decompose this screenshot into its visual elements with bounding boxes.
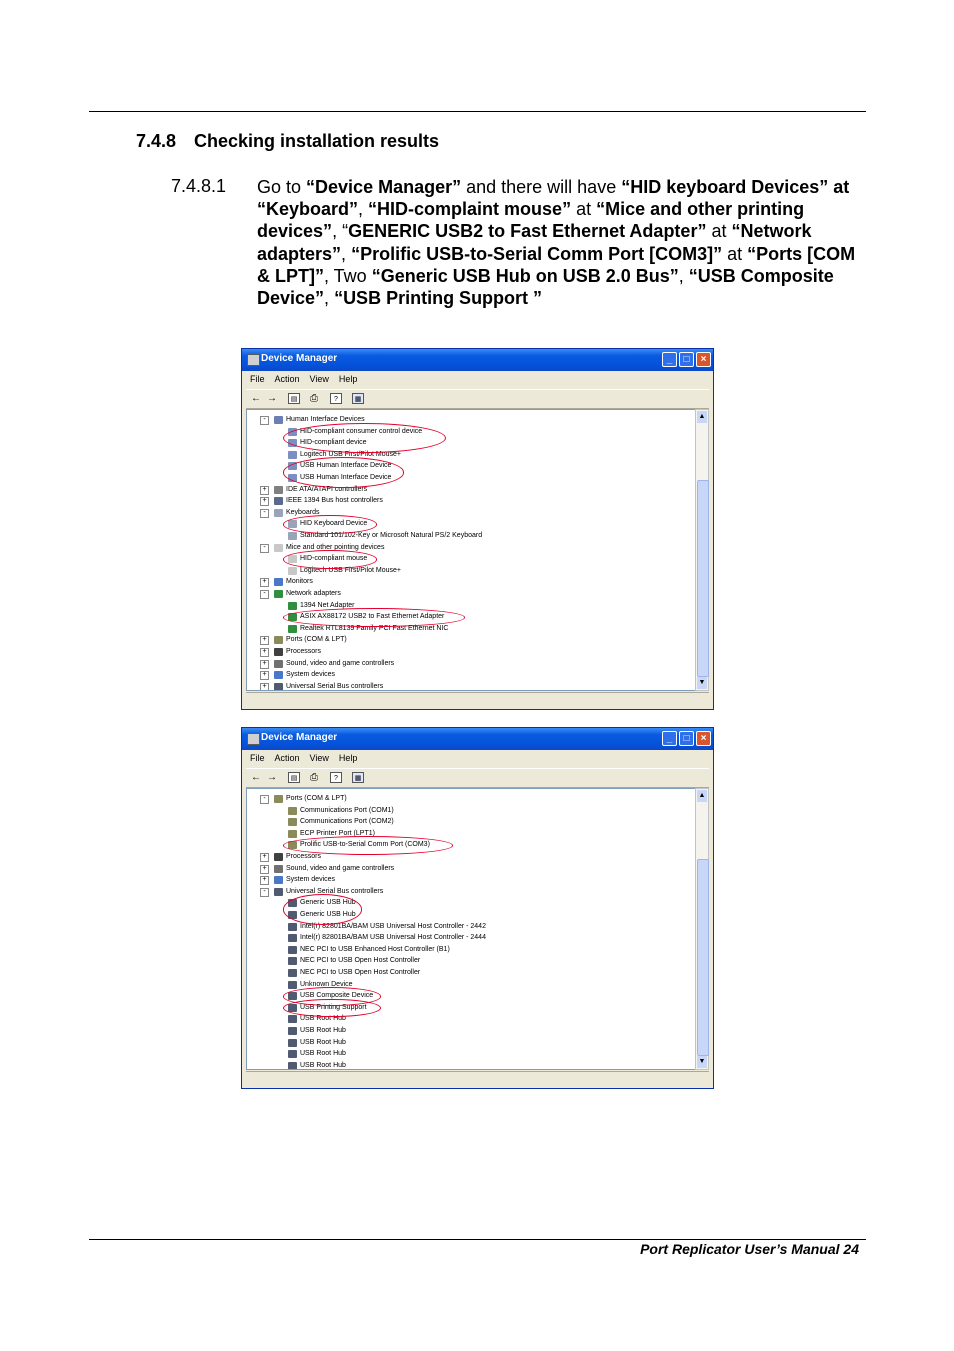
- step-text-segment: ,: [341, 243, 352, 264]
- device-icon: [288, 462, 297, 470]
- status-bar: [246, 1071, 709, 1086]
- section-title: Checking installation results: [194, 131, 440, 151]
- tree-item-label: Sound, video and game controllers: [286, 864, 395, 872]
- menu-item[interactable]: Action: [274, 753, 300, 763]
- help-icon[interactable]: ?: [330, 772, 342, 783]
- device-icon: [288, 830, 297, 838]
- device-icon: [274, 876, 283, 884]
- tree-item[interactable]: [247, 1025, 687, 1037]
- step-text-segment: at: [571, 199, 597, 220]
- menu-item[interactable]: File: [250, 374, 265, 384]
- tree-item-label: Intel(r) 82801BA/BAM USB Universal Host Controller - 2444: [300, 934, 486, 942]
- tree-item-label: USB Printing Support: [300, 1003, 367, 1011]
- tree-expander-icon[interactable]: +: [260, 660, 269, 669]
- tree-expander-icon[interactable]: +: [260, 671, 269, 680]
- tree-item-label: Communications Port (COM2): [300, 818, 394, 826]
- tree-item-label: Monitors: [286, 578, 313, 586]
- device-icon: [288, 532, 297, 540]
- step-text-segment: “HID-complaint mouse”: [368, 199, 572, 220]
- step-text-segment: “USB Printing Support ”: [334, 288, 543, 309]
- device-icon: [274, 590, 283, 598]
- vertical-scrollbar[interactable]: [695, 409, 709, 691]
- tree-item[interactable]: [247, 793, 687, 805]
- tree-item[interactable]: [247, 449, 687, 461]
- scan-hardware-icon[interactable]: ▦: [352, 772, 364, 783]
- print-icon[interactable]: ⎙: [310, 393, 318, 404]
- tree-item-label: Standard 101/102-Key or Microsoft Natural PS/2 Keyboard: [300, 532, 483, 539]
- device-icon: [274, 486, 283, 494]
- device-icon: [288, 451, 297, 459]
- status-bar: [246, 692, 709, 707]
- scroll-down-icon[interactable]: ▼: [697, 677, 707, 689]
- tree-item[interactable]: [247, 565, 687, 577]
- step-text-segment: Go to: [257, 177, 307, 197]
- tree-item-label: Logitech USB First/Pilot Mouse+: [300, 566, 401, 574]
- vertical-scrollbar[interactable]: [695, 788, 709, 1070]
- device-icon: [274, 671, 283, 679]
- tree-expander-icon[interactable]: -: [260, 795, 269, 804]
- step-text-segment: at: [706, 221, 732, 242]
- tree-item-label: Universal Serial Bus controllers: [286, 682, 384, 690]
- device-icon: [288, 439, 297, 447]
- tree-item-label: 1394 Net Adapter: [300, 601, 355, 609]
- tree-item-label: System devices: [286, 876, 336, 884]
- print-icon[interactable]: ⎙: [310, 772, 318, 783]
- tree-expander-icon[interactable]: +: [260, 865, 269, 874]
- step-text-segment: ,: [358, 199, 369, 220]
- menu-item[interactable]: Help: [338, 753, 358, 763]
- device-icon: [274, 497, 283, 505]
- device-icon: [274, 888, 283, 896]
- tree-item-label: Unknown Device: [300, 980, 353, 988]
- device-icon: [288, 625, 297, 633]
- device-icon: [288, 841, 297, 849]
- tree-item-label: Realtek RTL8139 Family PCI Fast Ethernet NIC: [300, 624, 449, 632]
- tree-item-label: HID-compliant consumer control device: [300, 427, 423, 435]
- back-arrow-icon[interactable]: ←: [251, 393, 261, 404]
- tree-expander-icon[interactable]: +: [260, 578, 269, 587]
- window-title: Device Manager: [261, 732, 338, 743]
- tree-item[interactable]: [247, 979, 687, 991]
- tree-item[interactable]: [247, 658, 687, 670]
- properties-icon[interactable]: ▤: [288, 772, 300, 783]
- device-icon: [288, 1039, 297, 1047]
- tree-item-label: USB Human Interface Device: [300, 474, 392, 481]
- device-icon: [288, 923, 297, 931]
- tree-item[interactable]: [247, 839, 687, 851]
- tree-item[interactable]: [247, 472, 687, 484]
- device-icon: [274, 865, 283, 873]
- tree-item[interactable]: [247, 967, 687, 979]
- device-icon: [274, 660, 283, 668]
- device-icon: [274, 544, 283, 552]
- device-icon: [274, 636, 283, 644]
- step-text-segment: , “: [332, 221, 349, 242]
- menu-bar: [246, 373, 709, 388]
- device-icon: [288, 981, 297, 989]
- tree-item[interactable]: [247, 816, 687, 828]
- tree-item-label: NEC PCI to USB Enhanced Host Controller (B1): [300, 945, 450, 953]
- help-icon[interactable]: ?: [330, 393, 342, 404]
- tree-item-label: USB Root Hub: [300, 1015, 346, 1023]
- tree-item-label: Generic USB Hub: [300, 899, 356, 907]
- tree-item[interactable]: [247, 611, 687, 623]
- menu-item[interactable]: File: [250, 753, 265, 763]
- tree-item-label: Network adapters: [286, 590, 341, 597]
- tree-item-label: Keyboards: [286, 508, 320, 516]
- device-icon: [288, 567, 297, 575]
- menu-item[interactable]: View: [309, 753, 329, 763]
- tree-item[interactable]: [247, 437, 687, 449]
- tree-item[interactable]: [247, 955, 687, 967]
- device-icon: [288, 969, 297, 977]
- tree-expander-icon[interactable]: -: [260, 416, 269, 425]
- tree-item[interactable]: [247, 1060, 687, 1070]
- tree-item-label: Processors: [286, 648, 322, 655]
- tree-item-label: USB Human Interface Device: [300, 462, 392, 470]
- device-icon: [288, 807, 297, 815]
- step-text-segment: “HID keyboard Devices” at “Keyboard”: [257, 177, 850, 220]
- device-icon: [274, 648, 283, 656]
- tree-item[interactable]: [247, 634, 687, 646]
- tree-item[interactable]: [247, 990, 687, 1002]
- properties-icon[interactable]: ▤: [288, 393, 300, 404]
- tree-item[interactable]: [247, 863, 687, 875]
- section-heading: [136, 131, 439, 152]
- tree-item-label: System devices: [286, 671, 336, 679]
- step-text-segment: “Ports [COM & LPT]”: [257, 243, 856, 286]
- tree-expander-icon[interactable]: +: [260, 486, 269, 495]
- tree-item[interactable]: [247, 426, 687, 438]
- device-icon: [288, 474, 297, 482]
- tree-item[interactable]: [247, 495, 687, 507]
- tree-item-label: USB Root Hub: [300, 1061, 346, 1069]
- tree-expander-icon[interactable]: +: [260, 876, 269, 885]
- scroll-thumb[interactable]: [697, 480, 709, 677]
- device-icon: [288, 818, 297, 826]
- tree-item-label: HID-compliant mouse: [300, 555, 368, 563]
- scroll-up-icon[interactable]: ▲: [697, 411, 707, 423]
- tree-item-label: Logitech USB First/Pilot Mouse+: [300, 450, 401, 458]
- step-text-segment: “Generic USB Hub on USB 2.0 Bus”: [371, 265, 679, 286]
- tree-item[interactable]: [247, 897, 687, 909]
- tree-item[interactable]: [247, 600, 687, 612]
- scan-hardware-icon[interactable]: ▦: [352, 393, 364, 404]
- tree-item-label: Communications Port (COM1): [300, 806, 394, 814]
- tree-item-label: ECP Printer Port (LPT1): [300, 829, 375, 837]
- step-text-segment: “USB Composite Device”: [257, 265, 834, 309]
- tree-item-label: HID Keyboard Device: [300, 520, 368, 528]
- close-button[interactable]: ×: [696, 352, 711, 367]
- page-footer: Port Replicator User’s Manual 24: [640, 1241, 859, 1257]
- device-icon: [288, 1004, 297, 1012]
- tree-item[interactable]: [247, 460, 687, 472]
- step-text-segment: ,: [324, 288, 335, 309]
- tree-item[interactable]: [247, 518, 687, 530]
- device-icon: [288, 613, 297, 621]
- device-icon: [288, 957, 297, 965]
- tree-item-label: Generic USB Hub: [300, 911, 356, 918]
- device-icon: [274, 853, 283, 861]
- step-text-segment: “Device Manager”: [306, 177, 462, 197]
- tree-item-label: Universal Serial Bus controllers: [286, 887, 384, 895]
- device-icon: [274, 416, 283, 424]
- step-text-segment: ,: [678, 265, 689, 286]
- tree-item[interactable]: [247, 484, 687, 496]
- computer-icon: [247, 733, 260, 745]
- device-icon: [288, 428, 297, 436]
- step-text-segment: , Two: [324, 265, 372, 286]
- tree-item-label: Intel(r) 82801BA/BAM USB Universal Host Controller - 2442: [300, 922, 486, 930]
- tree-item-label: USB Root Hub: [300, 1038, 346, 1046]
- device-icon: [288, 602, 297, 610]
- tree-item[interactable]: [247, 646, 687, 658]
- tree-item-label: USB Root Hub: [300, 1050, 346, 1058]
- menu-item[interactable]: View: [309, 374, 329, 384]
- step-text-segment: at: [722, 243, 748, 264]
- toolbar: [246, 389, 709, 409]
- tree-item[interactable]: [247, 1037, 687, 1049]
- tree-expander-icon[interactable]: +: [260, 497, 269, 506]
- device-icon: [274, 509, 283, 517]
- forward-arrow-icon[interactable]: →: [267, 772, 277, 783]
- tree-item-label: USB Composite Device: [300, 992, 374, 1000]
- tree-expander-icon[interactable]: +: [260, 683, 269, 691]
- tree-expander-icon[interactable]: +: [260, 853, 269, 862]
- menu-bar: [246, 752, 709, 767]
- device-icon: [288, 555, 297, 563]
- tree-item-label: Prolific USB-to-Serial Comm Port (COM3): [300, 841, 430, 849]
- tree-item[interactable]: [247, 681, 687, 691]
- window-title: Device Manager: [261, 353, 338, 364]
- device-tree: [246, 788, 698, 1070]
- device-icon: [274, 795, 283, 803]
- tree-item-label: HID-compliant device: [300, 439, 367, 447]
- device-icon: [274, 683, 283, 691]
- tree-expander-icon[interactable]: -: [260, 888, 269, 897]
- tree-item[interactable]: [247, 669, 687, 681]
- tree-item-label: Sound, video and game controllers: [286, 659, 395, 667]
- tree-item-label: Mice and other pointing devices: [286, 543, 385, 551]
- tree-item[interactable]: [247, 576, 687, 588]
- device-icon: [288, 1015, 297, 1023]
- tree-item[interactable]: [247, 530, 687, 542]
- tree-item-label: Ports (COM & LPT): [286, 636, 347, 644]
- tree-item[interactable]: [247, 932, 687, 944]
- tree-item[interactable]: [247, 874, 687, 886]
- tree-expander-icon[interactable]: +: [260, 648, 269, 657]
- tree-expander-icon[interactable]: -: [260, 544, 269, 553]
- tree-item[interactable]: [247, 623, 687, 635]
- step-text-segment: “Mice and other printing devices”: [257, 199, 805, 242]
- window-titlebar[interactable]: [242, 728, 713, 750]
- menu-item[interactable]: Help: [338, 374, 358, 384]
- tree-item[interactable]: [247, 507, 687, 519]
- tree-item[interactable]: [247, 851, 687, 863]
- tree-item-label: USB Root Hub: [300, 1027, 346, 1034]
- tree-item[interactable]: [247, 542, 687, 554]
- device-icon: [288, 992, 297, 1000]
- scroll-up-icon[interactable]: ▲: [697, 790, 707, 802]
- tree-expander-icon[interactable]: +: [260, 636, 269, 645]
- tree-item-label: IEEE 1394 Bus host controllers: [286, 497, 383, 505]
- window-titlebar[interactable]: [242, 349, 713, 371]
- tree-item[interactable]: [247, 921, 687, 933]
- tree-item-label: Ports (COM & LPT): [286, 795, 347, 802]
- tree-item-label: NEC PCI to USB Open Host Controller: [300, 957, 421, 965]
- device-manager-window-2: [241, 727, 714, 1089]
- menu-item[interactable]: Action: [274, 374, 300, 384]
- tree-item[interactable]: [247, 886, 687, 898]
- device-icon: [288, 911, 297, 919]
- tree-item[interactable]: [247, 1048, 687, 1060]
- footer-rule: [89, 1239, 866, 1240]
- step-text-segment: GENERIC USB2 to Fast Ethernet Adapter”: [348, 221, 707, 242]
- minimize-button[interactable]: _: [662, 352, 677, 367]
- device-icon: [288, 899, 297, 907]
- tree-item[interactable]: [247, 1013, 687, 1025]
- computer-icon: [247, 354, 260, 366]
- device-icon: [288, 1062, 297, 1070]
- device-icon: [288, 1050, 297, 1058]
- step-text-segment: “Prolific USB-to-Serial Comm Port [COM3]”: [351, 243, 723, 264]
- header-rule: [89, 111, 866, 112]
- step-text-segment: “Network adapters”: [257, 221, 812, 264]
- step-text-segment: and there will have: [461, 177, 622, 197]
- device-icon: [288, 934, 297, 942]
- tree-item[interactable]: [247, 553, 687, 565]
- tree-item-label: Human Interface Devices: [286, 416, 365, 423]
- tree-item-label: Processors: [286, 853, 322, 860]
- minimize-button[interactable]: _: [662, 731, 677, 746]
- toolbar: [246, 768, 709, 788]
- device-manager-window-1: [241, 348, 714, 710]
- maximize-button[interactable]: □: [679, 731, 694, 746]
- device-icon: [274, 578, 283, 586]
- device-tree: [246, 409, 698, 691]
- tree-item-label: IDE ATA/ATAPI controllers: [286, 485, 368, 493]
- tree-item-label: NEC PCI to USB Open Host Controller: [300, 969, 421, 976]
- tree-item[interactable]: [247, 1002, 687, 1014]
- section-number: 7.4.8: [136, 131, 177, 151]
- back-arrow-icon[interactable]: ←: [251, 772, 261, 783]
- scroll-down-icon[interactable]: ▼: [697, 1056, 707, 1068]
- tree-item[interactable]: [247, 414, 687, 426]
- tree-item[interactable]: [247, 805, 687, 817]
- device-icon: [288, 520, 297, 528]
- tree-item-label: ASIX AX88172 USB2 to Fast Ethernet Adapter: [300, 613, 445, 621]
- tree-item[interactable]: [247, 588, 687, 600]
- forward-arrow-icon[interactable]: →: [267, 393, 277, 404]
- step-number: 7.4.8.1: [171, 176, 227, 196]
- tree-expander-icon[interactable]: -: [260, 590, 269, 599]
- device-icon: [288, 946, 297, 954]
- step-text: [257, 176, 860, 309]
- tree-item[interactable]: [247, 909, 687, 921]
- tree-expander-icon[interactable]: -: [260, 509, 269, 518]
- close-button[interactable]: ×: [696, 731, 711, 746]
- scroll-thumb[interactable]: [697, 859, 709, 1056]
- device-icon: [288, 1027, 297, 1035]
- maximize-button[interactable]: □: [679, 352, 694, 367]
- tree-item[interactable]: [247, 828, 687, 840]
- tree-item[interactable]: [247, 944, 687, 956]
